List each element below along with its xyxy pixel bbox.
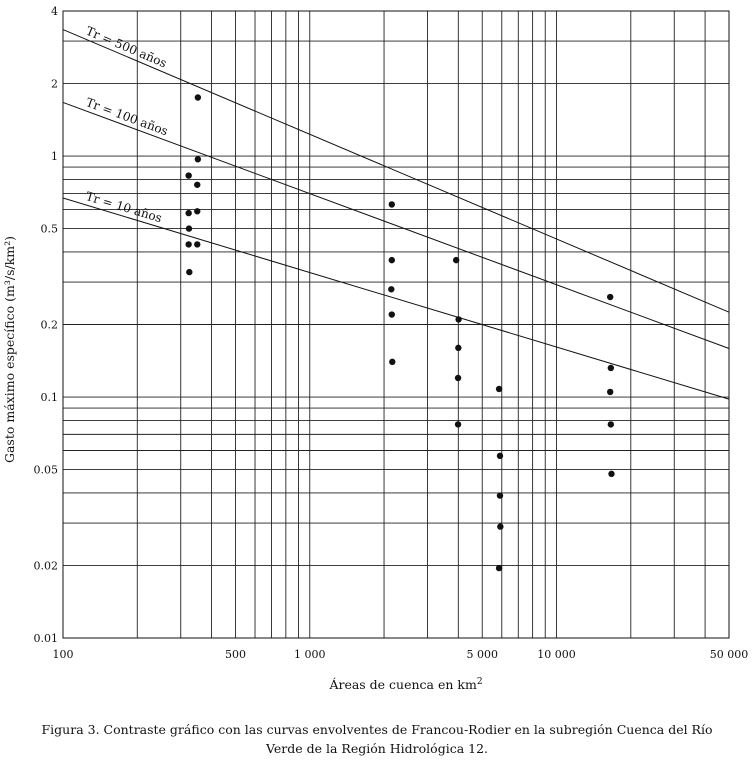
data-point: [455, 375, 461, 381]
y-tick-labels: [34, 5, 59, 645]
data-point: [497, 523, 503, 529]
data-point: [455, 421, 461, 427]
y-tick-label: 0.01: [33, 632, 58, 645]
x-tick-label: 1 000: [294, 648, 326, 661]
x-tick-label: 50 000: [709, 648, 749, 661]
envelope-curve-line: [63, 198, 729, 399]
caption-line-2: Verde de la Región Hidrológica 12.: [265, 741, 488, 756]
x-tick-label: 10 000: [537, 648, 576, 661]
data-point: [608, 365, 614, 371]
data-point: [185, 172, 191, 178]
data-point: [497, 453, 503, 459]
data-point: [186, 225, 192, 231]
x-tick-labels: [53, 648, 749, 661]
x-tick-label: 100: [52, 648, 74, 661]
envelope-curves: [63, 24, 729, 399]
data-point: [608, 471, 614, 477]
y-tick-label: 4: [51, 5, 58, 18]
data-point: [608, 421, 614, 427]
y-axis-label: Gasto máximo específico (m³/s/km²): [2, 235, 17, 464]
y-tick-label: 0.05: [33, 463, 58, 477]
data-point: [389, 257, 395, 263]
y-tick-label: 0.2: [40, 318, 58, 332]
data-point: [389, 359, 395, 365]
data-point: [388, 286, 394, 292]
envelope-curve-line: [63, 30, 729, 313]
x-tick-label: 500: [224, 648, 246, 661]
curve-label: Tr = 100 años: [83, 95, 170, 139]
y-tick-label: 2: [51, 77, 58, 91]
x-tick-label: 5 000: [466, 648, 498, 661]
data-point: [195, 156, 201, 162]
y-tick-label: 1: [51, 150, 58, 164]
data-point: [453, 257, 459, 263]
data-point: [194, 182, 200, 188]
data-point: [389, 311, 395, 317]
data-point: [496, 386, 502, 392]
data-points: [185, 94, 614, 571]
data-point: [389, 201, 395, 207]
data-point: [186, 269, 192, 275]
data-point: [194, 208, 200, 214]
data-point: [497, 492, 503, 498]
data-point: [607, 389, 613, 395]
data-point: [194, 241, 200, 247]
data-point: [455, 316, 461, 322]
y-tick-label: 0.1: [40, 391, 58, 405]
data-point: [496, 565, 502, 571]
envelope-curve-line: [63, 102, 729, 348]
data-point: [455, 345, 461, 351]
data-point: [185, 210, 191, 216]
curve-label: Tr = 10 años: [84, 189, 164, 226]
caption-line-1: Figura 3. Contraste gráfico con las curvas envolventes de Francou-Rodier en la subregión Cuenca del Río: [41, 722, 713, 737]
x-axis-label: Áreas de cuenca en $km^2$: [329, 677, 483, 692]
data-point: [607, 294, 613, 300]
figure-caption: [40, 720, 714, 758]
grid: [63, 11, 729, 638]
curve-label: Tr = 500 años: [83, 23, 169, 71]
y-tick-label: 0.5: [40, 222, 58, 236]
data-point: [185, 241, 191, 247]
y-tick-label: 0.02: [33, 559, 58, 573]
data-point: [195, 94, 201, 100]
